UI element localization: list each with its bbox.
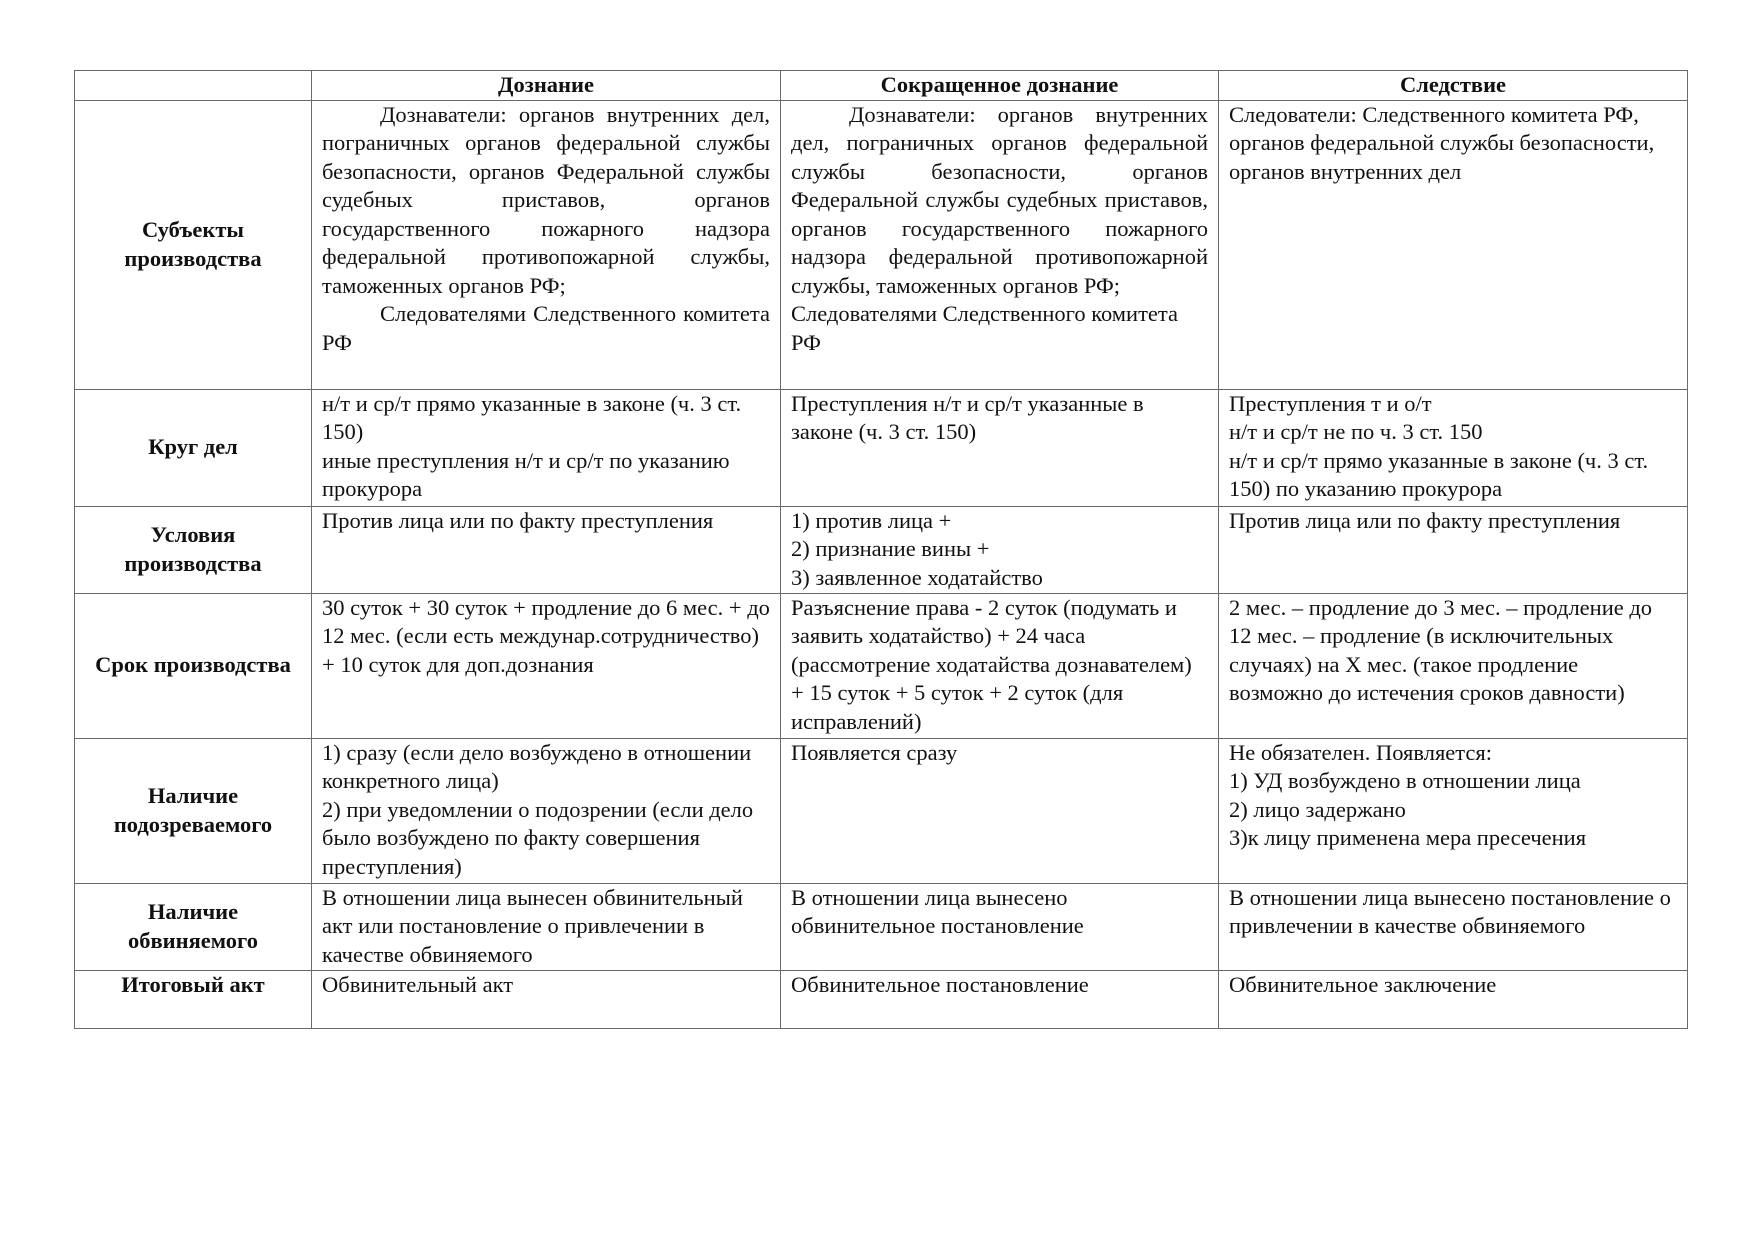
cell-text: иные преступления н/т и ср/т по указанию прокурора xyxy=(322,447,730,501)
table-row-final-act xyxy=(75,970,1688,1028)
table-row-accused xyxy=(75,883,1688,970)
header-doznanie: Дознание xyxy=(312,71,781,101)
cell-text: 2) при уведомлении о подозрении (если дело было возбуждено по факту совершения преступления) xyxy=(322,796,754,879)
table-row-scope xyxy=(75,389,1688,506)
table-row-suspect xyxy=(75,738,1688,883)
cell-text: Дознаватели: органов внутренних дел, пограничных органов федеральной службы безопасности, органов Федеральной службы судебных приставов, органов государственного пожарного надзора федеральной противопожарной службы, таможенных органов РФ; xyxy=(322,101,770,298)
cell-text: 2) признание вины + xyxy=(791,536,990,561)
cell-text: Против лица или по факту преступления xyxy=(322,507,714,533)
row-label: Круг дел xyxy=(75,389,312,506)
cell-text: Не обязателен. Появляется: xyxy=(1229,739,1492,765)
cell-text: Преступления т и о/т xyxy=(1229,390,1432,416)
cell-text: Следователями Следственного комитета РФ xyxy=(322,301,770,355)
cell-text: 1) против лица + xyxy=(791,507,952,533)
cell-text: Обвинительное заключение xyxy=(1229,971,1497,997)
cell-sledstvie xyxy=(1219,389,1688,506)
table-row-conditions xyxy=(75,506,1688,593)
cell-sledstvie xyxy=(1219,100,1688,389)
cell-sokr-doznanie xyxy=(781,883,1219,970)
table-row-subjects xyxy=(75,100,1688,389)
cell-doznanie xyxy=(312,883,781,970)
cell-doznanie xyxy=(312,100,781,389)
cell-doznanie xyxy=(312,970,781,1028)
cell-text: Против лица или по факту преступления xyxy=(1229,507,1621,533)
cell-text: 30 суток + 30 суток + продление до 6 мес. + до 12 мес. (если есть междунар.сотрудничество) + 10 суток для доп.дознания xyxy=(322,594,770,677)
cell-doznanie xyxy=(312,593,781,738)
cell-text: 3) заявленное ходатайство xyxy=(791,564,1043,590)
cell-text: н/т и ср/т прямо указанные в законе (ч. 3 ст. 150) по указанию прокурора xyxy=(1229,447,1649,501)
cell-text: Появляется сразу xyxy=(791,739,958,765)
cell-text: 1) УД возбуждено в отношении лица xyxy=(1229,768,1581,793)
cell-sokr-doznanie xyxy=(781,593,1219,738)
row-label: Итоговый акт xyxy=(75,970,312,1028)
cell-text: 3)к лицу применена мера пресечения xyxy=(1229,825,1587,850)
cell-sledstvie xyxy=(1219,883,1688,970)
cell-text: 2) лицо задержано xyxy=(1229,796,1406,822)
cell-doznanie xyxy=(312,738,781,883)
cell-text: В отношении лица вынесено обвинительное постановление xyxy=(791,884,1084,938)
cell-doznanie xyxy=(312,389,781,506)
row-label: Субъекты производства xyxy=(75,100,312,389)
header-sokr-doznanie: Сокращенное дознание xyxy=(781,71,1219,101)
cell-sledstvie xyxy=(1219,506,1688,593)
cell-sokr-doznanie xyxy=(781,506,1219,593)
row-label: Условия производства xyxy=(75,506,312,593)
cell-sokr-doznanie xyxy=(781,389,1219,506)
header-sledstvie: Следствие xyxy=(1219,71,1688,101)
cell-text: Следователями Следственного комитета РФ xyxy=(791,301,1179,355)
table-row-term xyxy=(75,593,1688,738)
cell-sokr-doznanie xyxy=(781,100,1219,389)
cell-text: н/т и ср/т не по ч. 3 ст. 150 xyxy=(1229,419,1483,444)
header-empty xyxy=(75,71,312,101)
cell-text: Обвинительное постановление xyxy=(791,971,1089,997)
cell-text: Преступления н/т и ср/т указанные в законе (ч. 3 ст. 150) xyxy=(791,390,1144,444)
row-label: Срок производства xyxy=(75,593,312,738)
cell-doznanie xyxy=(312,506,781,593)
cell-sledstvie xyxy=(1219,738,1688,883)
cell-text: Обвинительный акт xyxy=(322,971,514,997)
cell-sledstvie xyxy=(1219,593,1688,738)
row-label: Наличие подозреваемого xyxy=(75,738,312,883)
row-label: Наличие обвиняемого xyxy=(75,883,312,970)
cell-text: В отношении лица вынесен обвинительный акт или постановление о привлечении в качестве обвиняемого xyxy=(322,884,743,967)
comparison-table xyxy=(74,70,1688,1029)
cell-sokr-doznanie xyxy=(781,970,1219,1028)
cell-text: В отношении лица вынесено постановление о привлечении в качестве обвиняемого xyxy=(1229,884,1671,938)
cell-text: н/т и ср/т прямо указанные в законе (ч. 3 ст. 150) xyxy=(322,390,742,444)
cell-text: 1) сразу (если дело возбуждено в отношении конкретного лица) xyxy=(322,739,752,793)
cell-text: Разъяснение права - 2 суток (подумать и заявить ходатайство) + 24 часа (рассмотрение ходатайства дознавателем) + 15 суток + 5 суток + 2 суток (для исправлений) xyxy=(791,594,1192,734)
cell-text: 2 мес. – продление до 3 мес. – продление до 12 мес. – продление (в исключительных случаях) на Х мес. (такое продление возможно до истечения сроков давности) xyxy=(1229,594,1653,705)
header-row xyxy=(75,71,1688,101)
cell-sledstvie xyxy=(1219,970,1688,1028)
cell-text: Дознаватели: органов внутренних дел, пограничных органов федеральной службы безопасности, органов Федеральной службы судебных приставов, органов государственного пожарного надзора федеральной противопожарной службы, таможенных органов РФ; xyxy=(791,101,1208,298)
cell-sokr-doznanie xyxy=(781,738,1219,883)
cell-text: Следователи: Следственного комитета РФ, органов федеральной службы безопасности, органов внутренних дел xyxy=(1229,101,1655,184)
